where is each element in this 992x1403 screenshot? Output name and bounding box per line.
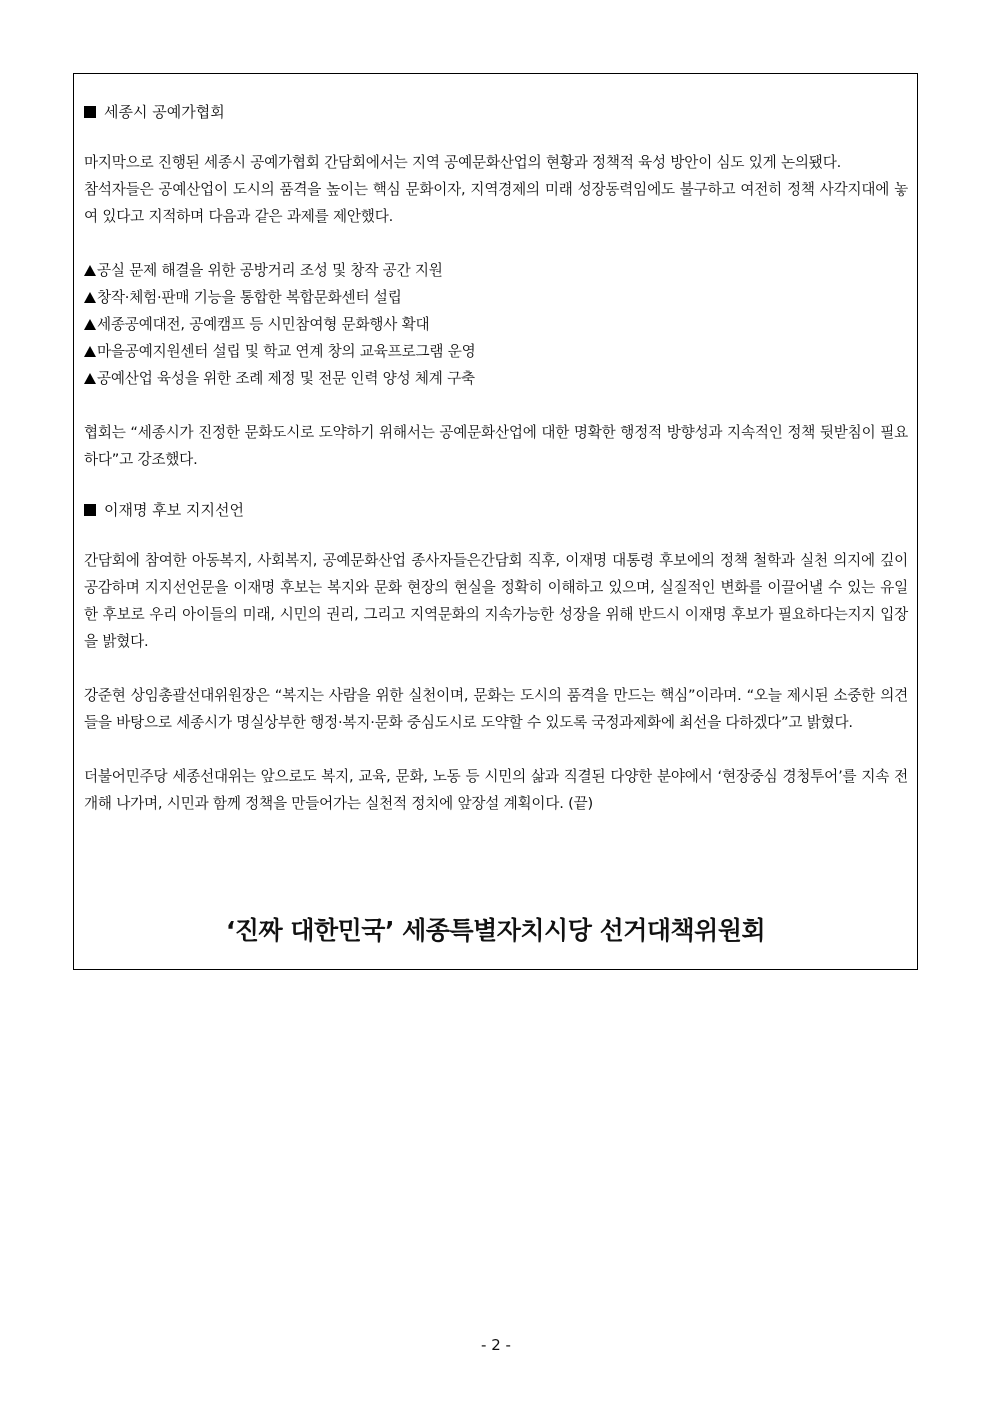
black-square-icon — [84, 106, 96, 118]
section-heading-text: 이재명 후보 지지선언 — [104, 501, 244, 519]
paragraph: 강준현 상임총괄선대위원장은 “복지는 사람을 위한 실천이며, 문화는 도시의 품격을 만드는 핵심”이라며. “오늘 제시된 소중한 의견들을 바탕으로 세종시가 명실상부한 행정·복지·문화 중심도시로 도약할 수 있도록 국정과제화에 최선을 다하겠다”고 밝혔다. — [84, 687, 908, 731]
section-heading-craft-association — [84, 102, 908, 122]
paragraph: 마지막으로 진행된 세종시 공예가협회 간담회에서는 지역 공예문화산업의 현황과 정책적 육성 방안이 심도 있게 논의됐다. — [84, 154, 842, 171]
triangle-bullet-icon — [84, 319, 96, 330]
paragraph: 협회는 “세종시가 진정한 문화도시로 도약하기 위해서는 공예문화산업에 대한 명확한 행정적 방향성과 지속적인 정책 뒷받침이 필요하다”고 강조했다. — [84, 424, 908, 468]
proposal-list — [84, 257, 908, 392]
paragraph: 참석자들은 공예산업이 도시의 품격을 높이는 핵심 문화이자, 지역경제의 미래 성장동력임에도 불구하고 여전히 정책 사각지대에 놓여 있다고 지적하며 다음과 같은 과제를 제안했다. — [84, 181, 908, 225]
press-release-box — [73, 73, 918, 970]
list-item: 창작·체험·판매 기능을 통합한 복합문화센터 설립 — [84, 284, 908, 311]
triangle-bullet-icon — [84, 265, 96, 276]
list-item: 세종공예대전, 공예캠프 등 시민참여형 문화행사 확대 — [84, 311, 908, 338]
triangle-bullet-icon — [84, 373, 96, 384]
list-item: 공예산업 육성을 위한 조례 제정 및 전문 인력 양성 체계 구축 — [84, 365, 908, 392]
signature-line: ‘진짜 대한민국’ 세종특별자치시당 선거대책위원회 — [225, 916, 766, 945]
list-item: 마을공예지원센터 설립 및 학교 연계 창의 교육프로그램 운영 — [84, 338, 908, 365]
section-heading-text: 세종시 공예가협회 — [104, 103, 225, 121]
paragraph: 간담회에 참여한 아동복지, 사회복지, 공예문화산업 종사자들은간담회 직후, 이재명 대통령 후보에의 정책 철학과 실천 의지에 깊이 공감하며 지지선언문을 이재명 후보는 복지와 문화 현장의 현실을 정확히 이해하고 있으며, 실질적인 변화를 이끌어낼 수 있는 유일한 후보로 우리 아이들의 미래, 시민의 권리, 그리고 지역문화의 지속가능한 성장을 위해 반드시 이재명 후보가 필요하다는지지 입장을 밝혔다. — [84, 552, 908, 650]
triangle-bullet-icon — [84, 346, 96, 357]
list-item: 공실 문제 해결을 위한 공방거리 조성 및 창작 공간 지원 — [84, 257, 908, 284]
black-square-icon — [84, 504, 96, 516]
page-number: - 2 - — [481, 1336, 511, 1354]
paragraph: 더불어민주당 세종선대위는 앞으로도 복지, 교육, 문화, 노동 등 시민의 삶과 직결된 다양한 분야에서 ‘현장중심 경청투어’를 지속 전개해 나가며, 시민과 함께 정책을 만들어가는 실천적 정치에 앞장설 계획이다. (끝) — [84, 768, 908, 812]
section-heading-endorsement — [84, 500, 908, 520]
triangle-bullet-icon — [84, 292, 96, 303]
